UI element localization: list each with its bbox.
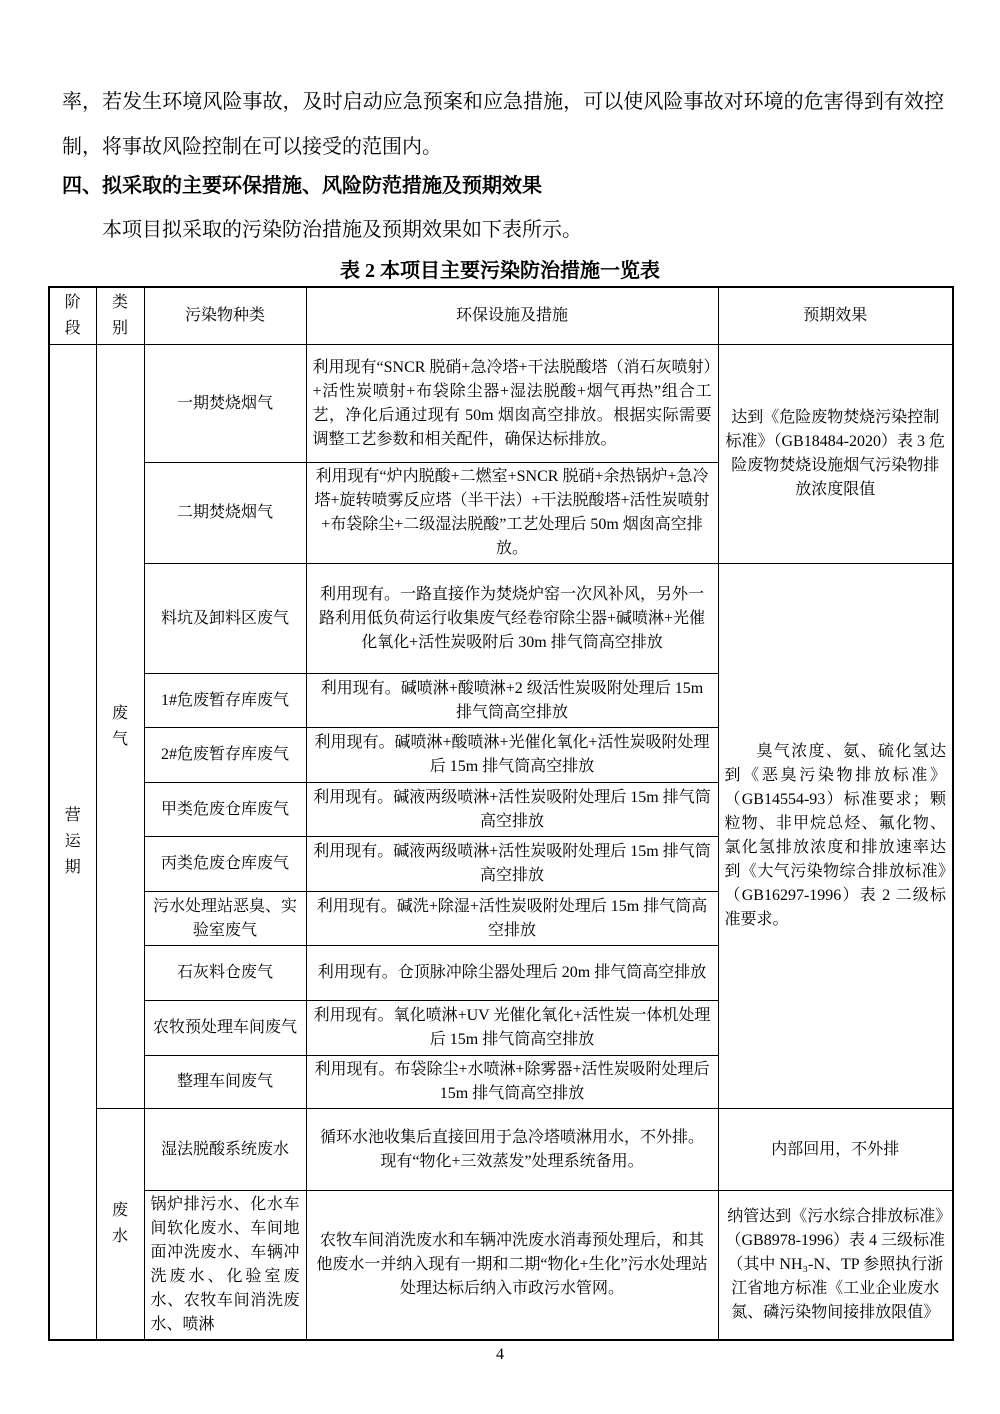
measure-cell: 利用现有“炉内脱酸+二燃室+SNCR 脱硝+余热锅炉+急冷塔+旋转喷雾反应塔（半干法）+干法脱酸塔+活性炭喷射+布袋除尘+二级湿法脱酸”工艺处理后 50m 烟囱高空排放。 bbox=[306, 463, 718, 564]
pollutant-cell: 1#危废暂存库废气 bbox=[144, 674, 306, 728]
category-water-cell: 废水 bbox=[96, 1109, 144, 1341]
measure-cell: 利用现有。碱喷淋+酸喷淋+2 级活性炭吸附处理后 15m 排气筒高空排放 bbox=[306, 674, 718, 728]
measure-cell: 循环水池收集后直接回用于急冷塔喷淋用水，不外排。现有“物化+三效蒸发”处理系统备用。 bbox=[306, 1109, 718, 1191]
section-heading: 四、拟采取的主要环保措施、风险防范措施及预期效果 bbox=[62, 175, 542, 197]
measure-cell: 利用现有。碱洗+除湿+活性炭吸附处理后 15m 排气筒高空排放 bbox=[306, 892, 718, 946]
measure-cell: 利用现有。碱喷淋+酸喷淋+光催化氧化+活性炭吸附处理后 15m 排气筒高空排放 bbox=[306, 728, 718, 783]
pollutant-cell: 2#危废暂存库废气 bbox=[144, 728, 306, 783]
pollution-measures-table bbox=[48, 286, 954, 1341]
pollutant-cell: 湿法脱酸系统废水 bbox=[144, 1109, 306, 1191]
table-title: 表 2 本项目主要污染防治措施一览表 bbox=[340, 260, 660, 282]
measure-cell: 利用现有。碱液两级喷淋+活性炭吸附处理后 15m 排气筒高空排放 bbox=[306, 783, 718, 837]
category-gas-cell: 废气 bbox=[96, 345, 144, 1109]
pollutant-cell: 整理车间废气 bbox=[144, 1056, 306, 1109]
pollutant-cell: 甲类危废仓库废气 bbox=[144, 783, 306, 837]
table-row bbox=[49, 1191, 953, 1341]
stage-cell: 营运期 bbox=[49, 345, 96, 1341]
header-stage: 阶段 bbox=[49, 287, 96, 345]
table-row bbox=[49, 564, 953, 674]
intro-paragraph: 率，若发生环境风险事故，及时启动应急预案和应急措施，可以使风险事故对环境的危害得到有效控制，将事故风险控制在可以接受的范围内。 bbox=[62, 91, 944, 158]
pollutant-cell: 二期焚烧烟气 bbox=[144, 463, 306, 564]
measure-cell: 利用现有。碱液两级喷淋+活性炭吸附处理后 15m 排气筒高空排放 bbox=[306, 837, 718, 892]
pollutant-cell: 锅炉排污水、化水车间软化废水、车间地面冲洗废水、车辆冲洗废水、化验室废水、农牧车间消洗废水、喷淋 bbox=[144, 1191, 306, 1341]
header-measures: 环保设施及措施 bbox=[306, 287, 718, 345]
effect-cell: 臭气浓度、氨、硫化氢达到《恶臭污染物排放标准》（GB14554-93）标准要求；颗粒物、非甲烷总烃、氟化物、氯化氢排放浓度和排放速率达到《大气污染物综合排放标准》（GB16297-1996）表 2 二级标准要求。 bbox=[718, 564, 953, 1109]
lead-paragraph: 本项目拟采取的污染防治措施及预期效果如下表所示。 bbox=[102, 219, 582, 241]
measure-cell: 利用现有。布袋除尘+水喷淋+除雾器+活性炭吸附处理后 15m 排气筒高空排放 bbox=[306, 1056, 718, 1109]
measure-cell: 利用现有。一路直接作为焚烧炉窑一次风补风，另外一路利用低负荷运行收集废气经卷帘除尘器+碱喷淋+光催化氧化+活性炭吸附后 30m 排气筒高空排放 bbox=[306, 564, 718, 674]
measure-cell: 利用现有。氧化喷淋+UV 光催化氧化+活性炭一体机处理后 15m 排气筒高空排放 bbox=[306, 1001, 718, 1056]
pollutant-cell: 料坑及卸料区废气 bbox=[144, 564, 306, 674]
effect-cell: 纳管达到《污水综合排放标准》（GB8978-1996）表 4 三级标准（其中 NH₃-N、TP 参照执行浙江省地方标准《工业企业废水氮、磷污染物间接排放限值》 bbox=[718, 1191, 953, 1341]
pollutant-cell: 农牧预处理车间废气 bbox=[144, 1001, 306, 1056]
page-number: 4 bbox=[496, 1346, 504, 1363]
measure-cell: 利用现有“SNCR 脱硝+急冷塔+干法脱酸塔（消石灰喷射）+活性炭喷射+布袋除尘器+湿法脱酸+烟气再热”组合工艺，净化后通过现有 50m 烟囱高空排放。根据实际需要调整工艺参数和相关配件，确保达标排放。 bbox=[306, 345, 718, 463]
pollutant-cell: 一期焚烧烟气 bbox=[144, 345, 306, 463]
table-row bbox=[49, 1109, 953, 1191]
measure-cell: 农牧车间消洗废水和车辆冲洗废水消毒预处理后，和其他废水一并纳入现有一期和二期“物化+生化”污水处理站处理达标后纳入市政污水管网。 bbox=[306, 1191, 718, 1341]
header-row bbox=[49, 287, 953, 345]
pollutant-cell: 丙类危废仓库废气 bbox=[144, 837, 306, 892]
effect-cell: 达到《危险废物焚烧污染控制标准》（GB18484-2020）表 3 危险废物焚烧设施烟气污染物排放浓度限值 bbox=[718, 345, 953, 564]
header-pollutant: 污染物种类 bbox=[144, 287, 306, 345]
pollutant-cell: 石灰料仓废气 bbox=[144, 946, 306, 1001]
table-row bbox=[49, 345, 953, 463]
effect-cell: 内部回用，不外排 bbox=[718, 1109, 953, 1191]
header-category: 类别 bbox=[96, 287, 144, 345]
pollutant-cell: 污水处理站恶臭、实验室废气 bbox=[144, 892, 306, 946]
measure-cell: 利用现有。仓顶脉冲除尘器处理后 20m 排气筒高空排放 bbox=[306, 946, 718, 1001]
header-effect: 预期效果 bbox=[718, 287, 953, 345]
